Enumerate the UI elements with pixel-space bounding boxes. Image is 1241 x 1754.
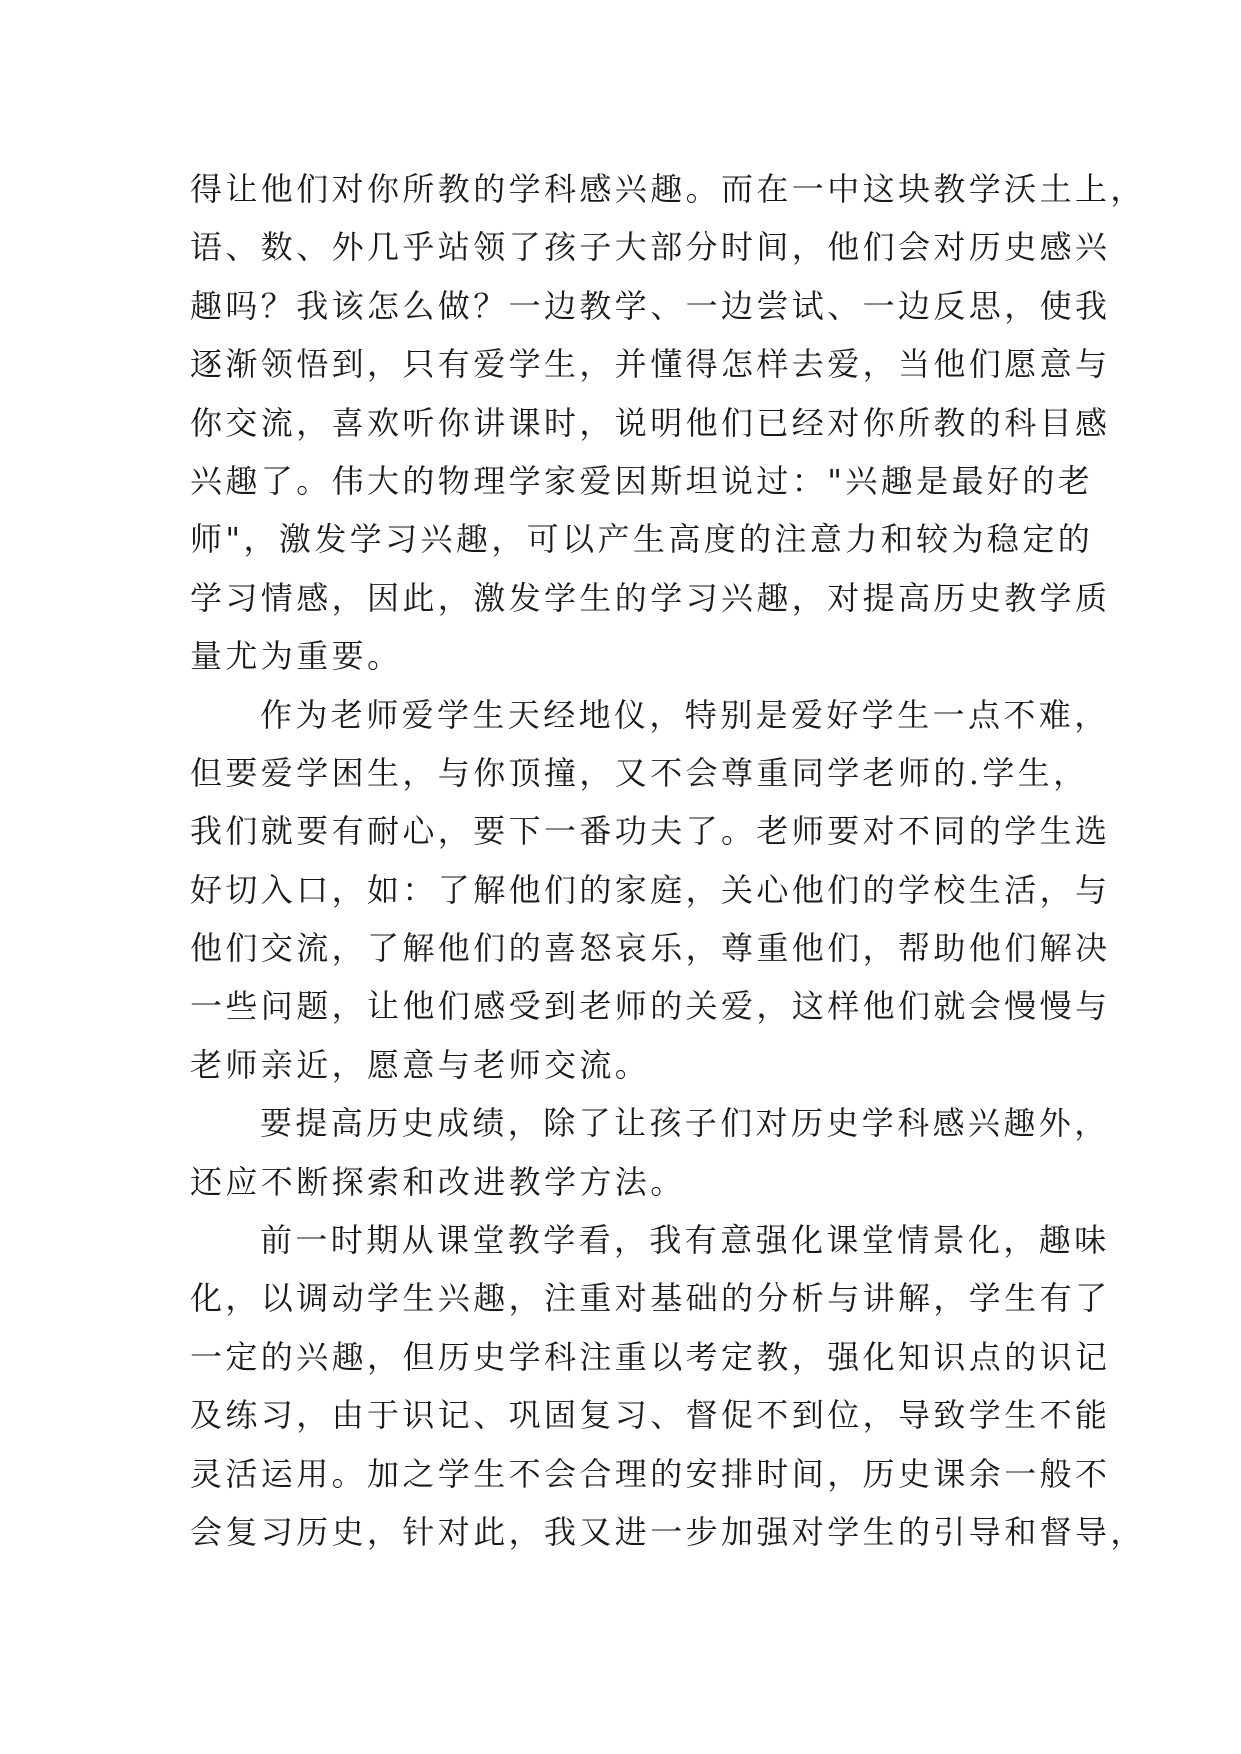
text-line: 作为老师爱学生天经地仪，特别是爱好学生一点不难，	[260, 695, 1110, 734]
text-line: 老师亲近，愿意与老师交流。	[190, 1045, 651, 1084]
text-line: 得让他们对你所教的学科感兴趣。而在一中这块教学沃土上，	[190, 170, 1146, 208]
body-text	[190, 160, 1146, 1561]
text-line: 要提高历史成绩，除了让孩子们对历史学科感兴趣外，	[260, 1104, 1110, 1143]
text-line: 逐渐领悟到，只有爱学生，并懂得怎样去爱，当他们愿意与	[190, 345, 1111, 384]
text-line: 但要爱学困生，与你顶撞，又不会尊重同学老师的.学生，	[190, 753, 1089, 792]
text-line: 学习情感，因此，激发学生的学习兴趣，对提高历史教学质	[190, 578, 1111, 617]
text-line: 还应不断探索和改进教学方法。	[190, 1162, 686, 1201]
text-line: 你交流，喜欢听你讲课时，说明他们已经对你所教的科目感	[190, 403, 1111, 442]
text-line: 一定的兴趣，但历史学科注重以考定教，强化知识点的识记	[190, 1337, 1111, 1376]
text-line: 好切入口，如：了解他们的家庭，关心他们的学校生活，与	[190, 870, 1111, 909]
text-line: 及练习，由于识记、巩固复习、督促不到位，导致学生不能	[190, 1396, 1111, 1435]
text-line: 灵活运用。加之学生不会合理的安排时间，历史课余一般不	[190, 1454, 1111, 1493]
text-line: 一些问题，让他们感受到老师的关爱，这样他们就会慢慢与	[190, 987, 1111, 1026]
text-line: 趣吗？我该怎么做？一边教学、一边尝试、一边反思，使我	[190, 286, 1111, 325]
text-line: 前一时期从课堂教学看，我有意强化课堂情景化，趣味	[260, 1221, 1110, 1260]
text-line: 兴趣了。伟大的物理学家爱因斯坦说过："兴趣是最好的老	[190, 461, 1094, 500]
text-line: 语、数、外几乎站领了孩子大部分时间，他们会对历史感兴	[190, 228, 1111, 267]
text-line: 会复习历史，针对此，我又进一步加强对学生的引导和督导，	[190, 1512, 1146, 1551]
text-line: 量尤为重要。	[190, 637, 403, 676]
text-line: 化，以调动学生兴趣，注重对基础的分析与讲解，学生有了	[190, 1279, 1111, 1318]
text-line: 他们交流，了解他们的喜怒哀乐，尊重他们，帮助他们解决	[190, 929, 1111, 968]
text-line: 我们就要有耐心，要下一番功夫了。老师要对不同的学生选	[190, 812, 1111, 851]
text-line: 师"，激发学习兴趣，可以产生高度的注意力和较为稳定的	[190, 520, 1094, 559]
